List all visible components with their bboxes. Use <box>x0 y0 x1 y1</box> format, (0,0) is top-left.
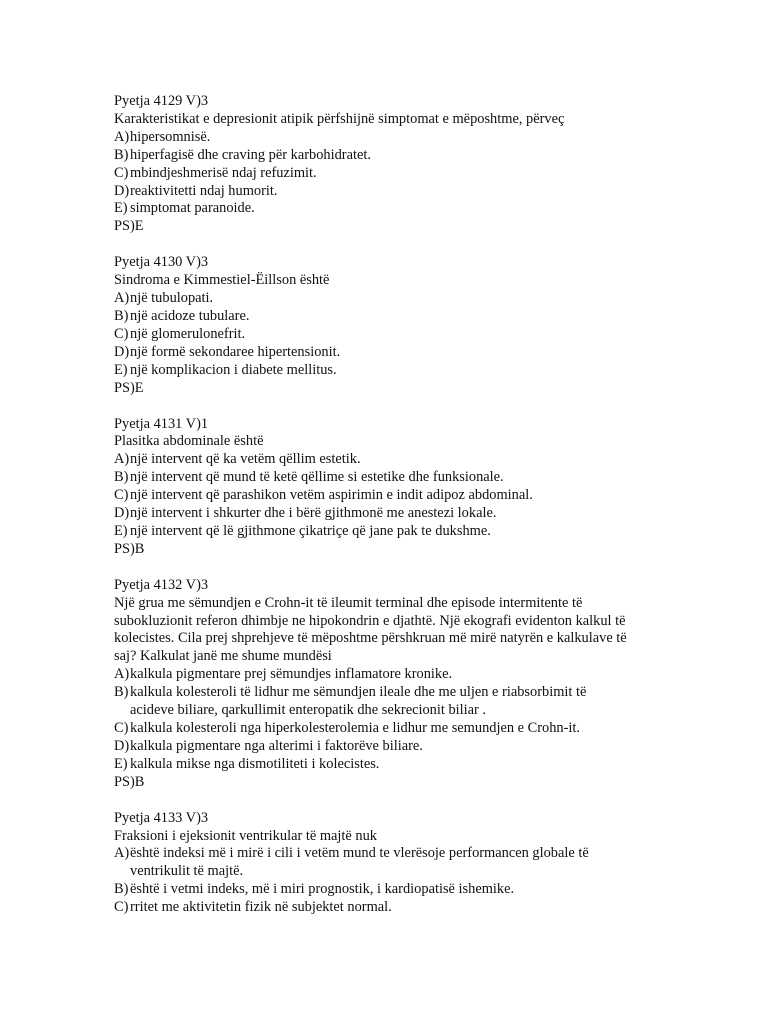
option-letter: C) <box>114 720 129 736</box>
question-4132 <box>114 577 674 792</box>
option-text: kalkula mikse nga dismotiliteti i kolecistes. <box>130 755 380 772</box>
option-e <box>114 362 674 380</box>
option-a <box>114 129 674 147</box>
option-d <box>114 344 674 362</box>
question-4133 <box>114 810 674 917</box>
answer-key: PS)B <box>114 773 145 790</box>
option-letter: E) <box>114 755 128 772</box>
option-letter: C) <box>114 164 129 181</box>
option-letter: B) <box>114 684 129 701</box>
option-text: kalkula kolesteroli nga hiperkolesterolemia e lidhur me semundjen e Crohn-it. <box>130 720 580 736</box>
question-header: Pyetja 4131 V)1 <box>114 415 209 432</box>
question-stem-line: Fraksioni i ejeksionit ventrikular të majtë nuk <box>114 827 377 844</box>
question-header: Pyetja 4133 V)3 <box>114 809 209 826</box>
option-text: një tubulopati. <box>130 290 214 307</box>
option-text: hipersomnisë. <box>130 128 211 145</box>
option-b <box>114 684 674 720</box>
answer-key: PS)E <box>114 379 144 396</box>
option-b <box>114 308 674 326</box>
option-text <box>130 845 674 881</box>
option-letter: D) <box>114 343 130 360</box>
option-text: një intervent që lë gjithmone çikatriçe që jane pak te dukshme. <box>130 522 491 539</box>
question-header: Pyetja 4129 V)3 <box>114 93 209 109</box>
option-text: një formë sekondaree hipertensionit. <box>130 343 341 360</box>
option-a <box>114 666 674 684</box>
question-4131 <box>114 416 674 559</box>
option-letter: B) <box>114 469 129 486</box>
answer-key: PS)B <box>114 540 145 557</box>
option-b <box>114 147 674 165</box>
option-letter: C) <box>114 487 129 504</box>
question-4129 <box>114 93 674 236</box>
option-letter: E) <box>114 200 128 217</box>
option-letter: D) <box>114 737 130 754</box>
option-text: një komplikacion i diabete mellitus. <box>130 361 337 378</box>
option-text: simptomat paranoide. <box>130 200 255 217</box>
option-letter: D) <box>114 505 130 522</box>
option-text-line: kalkula kolesteroli të lidhur me sëmundjen ileale dhe me uljen e riabsorbimit të <box>130 684 587 701</box>
option-letter: E) <box>114 522 128 539</box>
option-letter: A) <box>114 451 130 468</box>
option-text: është i vetmi indeks, më i miri prognostik, i kardiopatisë ishemike. <box>130 881 515 898</box>
option-text-line: është indeksi më i mirë i cili i vetëm mund te vlerësoje performancen globale të <box>130 845 589 862</box>
question-stem-line: Një grua me sëmundjen e Crohn-it të ileumit terminal dhe episode intermitente të <box>114 594 583 611</box>
option-a <box>114 845 674 881</box>
option-c <box>114 326 674 344</box>
option-c <box>114 899 674 917</box>
option-d <box>114 183 674 201</box>
questions-container <box>114 93 674 935</box>
question-header: Pyetja 4132 V)3 <box>114 576 209 593</box>
question-stem-line: Plasitka abdominale është <box>114 433 264 450</box>
option-a <box>114 451 674 469</box>
option-letter: A) <box>114 845 130 862</box>
option-text: rritet me aktivitetin fizik në subjektet normal. <box>130 899 392 916</box>
option-letter: B) <box>114 146 129 163</box>
question-stem-line: subokluzionit referon dhimbje ne hipokondrin e djathtë. Një ekografi evidenton kalkul të <box>114 612 626 629</box>
option-c <box>114 720 674 738</box>
option-text: hiperfagisë dhe craving për karbohidratet. <box>130 146 371 163</box>
option-text: mbindjeshmerisë ndaj refuzimit. <box>130 164 317 181</box>
question-stem-line: Sindroma e Kimmestiel-Ëillson është <box>114 272 330 289</box>
option-b <box>114 469 674 487</box>
option-text: një acidoze tubulare. <box>130 307 250 324</box>
option-letter: A) <box>114 666 130 683</box>
option-text: një glomerulonefrit. <box>130 325 246 342</box>
option-e <box>114 756 674 774</box>
option-text: reaktivitetti ndaj humorit. <box>130 182 278 199</box>
option-text: një intervent i shkurter dhe i bërë gjithmonë me anestezi lokale. <box>130 505 497 522</box>
option-text: një intervent që ka vetëm qëllim estetik. <box>130 451 361 468</box>
option-text <box>130 684 674 720</box>
option-letter: E) <box>114 361 128 378</box>
option-e <box>114 200 674 218</box>
answer-key: PS)E <box>114 218 144 235</box>
option-letter: D) <box>114 182 130 199</box>
option-d <box>114 738 674 756</box>
option-text-line: acideve biliare, qarkullimit enteropatik dhe sekrecionit biliar . <box>130 702 487 719</box>
question-stem-line: saj? Kalkulat janë me shume mundësi <box>114 648 332 665</box>
option-text: kalkula pigmentare prej sëmundjes inflamatore kronike. <box>130 666 453 683</box>
option-text: një intervent që parashikon vetëm aspirimin e indit adipoz abdominal. <box>130 487 533 504</box>
option-letter: C) <box>114 899 129 916</box>
option-letter: B) <box>114 881 129 898</box>
option-letter: C) <box>114 325 129 342</box>
option-letter: A) <box>114 290 130 307</box>
option-text-line: ventrikulit të majtë. <box>130 863 244 880</box>
option-c <box>114 165 674 183</box>
question-stem-line: kolecistes. Cila prej shprehjeve të mëposhtme përshkruan më mirë natyrën e kalkulave të <box>114 630 627 647</box>
option-a <box>114 290 674 308</box>
option-text: një intervent që mund të ketë qëllime si estetike dhe funksionale. <box>130 469 504 486</box>
question-header: Pyetja 4130 V)3 <box>114 254 209 271</box>
option-b <box>114 881 674 899</box>
option-e <box>114 523 674 541</box>
option-text: kalkula pigmentare nga alterimi i faktorëve biliare. <box>130 737 423 754</box>
question-stem-line: Karakteristikat e depresionit atipik përfshijnë simptomat e mëposhtme, përveç <box>114 110 565 127</box>
option-letter: B) <box>114 307 129 324</box>
option-c <box>114 487 674 505</box>
option-letter: A) <box>114 128 130 145</box>
option-d <box>114 505 674 523</box>
question-4130 <box>114 254 674 397</box>
